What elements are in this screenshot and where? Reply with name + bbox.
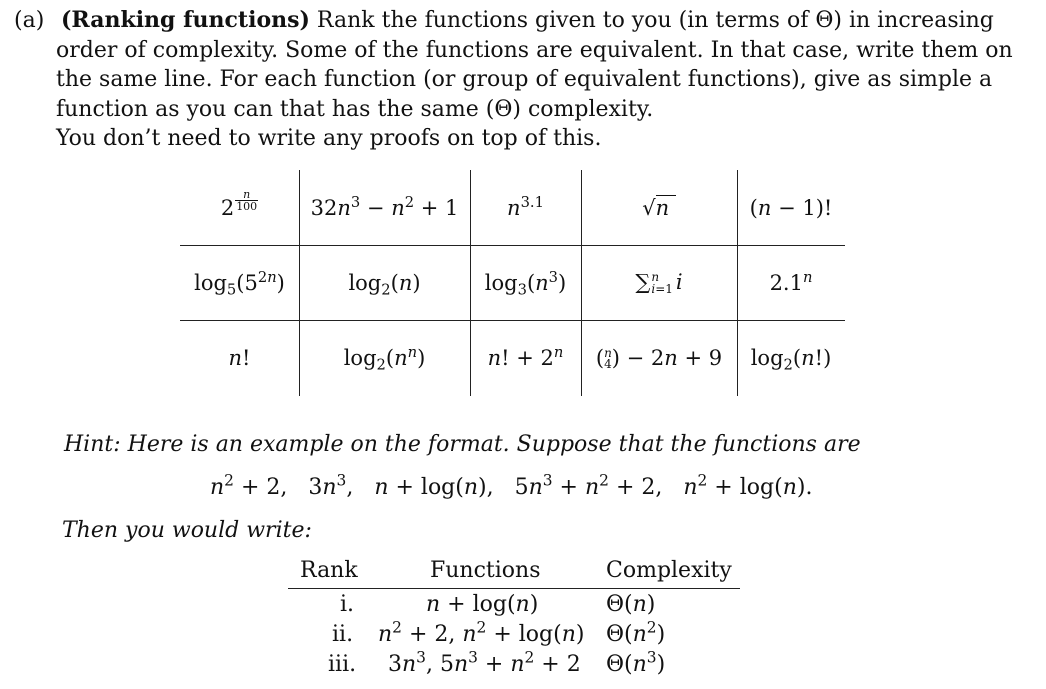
grid-cell: $\log_2(n!)$ [750,346,832,374]
grid-cell: 2.1$^n$ [769,268,813,295]
rank-cell: iii. [328,652,357,677]
header-functions: Functions [430,558,541,583]
grid-cell: 2 n 100 [220,188,258,220]
hint-examples: $n^2 + 2$, $3n^3$, n + log(n), $5n^3 + n^2 + 2$, $n^2 + \log(n)$. [210,471,813,500]
rank-cell: ii. [332,622,354,647]
grid-cell: $32n^3 - n^2 + 1$ [310,193,459,220]
functions-cell: $3n^3$, $5n^3 + n^2 + 2$ [388,648,581,677]
complexity-cell: $\Theta(n^2)$ [606,618,666,647]
functions-grid [180,170,845,396]
intro-line-5: You don’t need to write any proofs on top of this. [56,126,602,151]
then-text: Then you would write: [62,518,312,543]
complexity-cell: $\Theta(n^3)$ [606,648,666,677]
grid-cell: $\log_5(5^{2n})$ [194,268,285,298]
functions-cell: $n^2 + 2$, $n^2 + \log(n)$ [378,618,585,647]
grid-cell: ( n 4 ) − 2n + 9 [595,345,723,372]
intro-line-1 [14,6,1014,36]
functions-cell: n + log(n) [426,592,539,617]
part-title: (Ranking functions) [61,7,310,33]
grid-cell: n! [228,346,251,370]
grid-cell: $\log_3(n^3)$ [484,268,567,298]
intro-line-4: function as you can that has the same (Θ) complexity. [56,96,654,122]
rank-cell: i. [340,592,355,617]
grid-cell: $n^{3.1}$ [507,193,544,220]
hint-text: Hint: Here is an example on the format. Suppose that the functions are [64,432,861,457]
intro-line-2: order of complexity. Some of the functions are equivalent. In that case, write them on [56,37,1013,63]
grid-cell: $\log_2(n)$ [348,270,421,298]
grid-cell: n! + $2^n$ [487,343,564,370]
intro-line-3: the same line. For each function (or group of equivalent functions), give as simple a [56,67,993,92]
header-complexity: Complexity [606,558,732,583]
grid-cell: $\log_2(n^n)$ [343,343,426,374]
header-rule [288,588,740,589]
table-row [288,618,740,648]
table-row [288,592,740,618]
grid-cell: √n [581,170,737,245]
intro-line-1-text: Rank the functions given to you (in terms of Θ) in increasing [316,8,994,33]
problem-statement [14,6,1014,154]
part-label: (a) [14,8,45,33]
complexity-cell: Θ(n) [606,592,656,617]
grid-cell: ∑ n i=1 i [635,269,683,297]
table-row [288,648,740,678]
grid-cell: (n − 1)! [749,195,833,220]
rank-table-header [288,558,740,584]
header-rank: Rank [300,558,358,583]
